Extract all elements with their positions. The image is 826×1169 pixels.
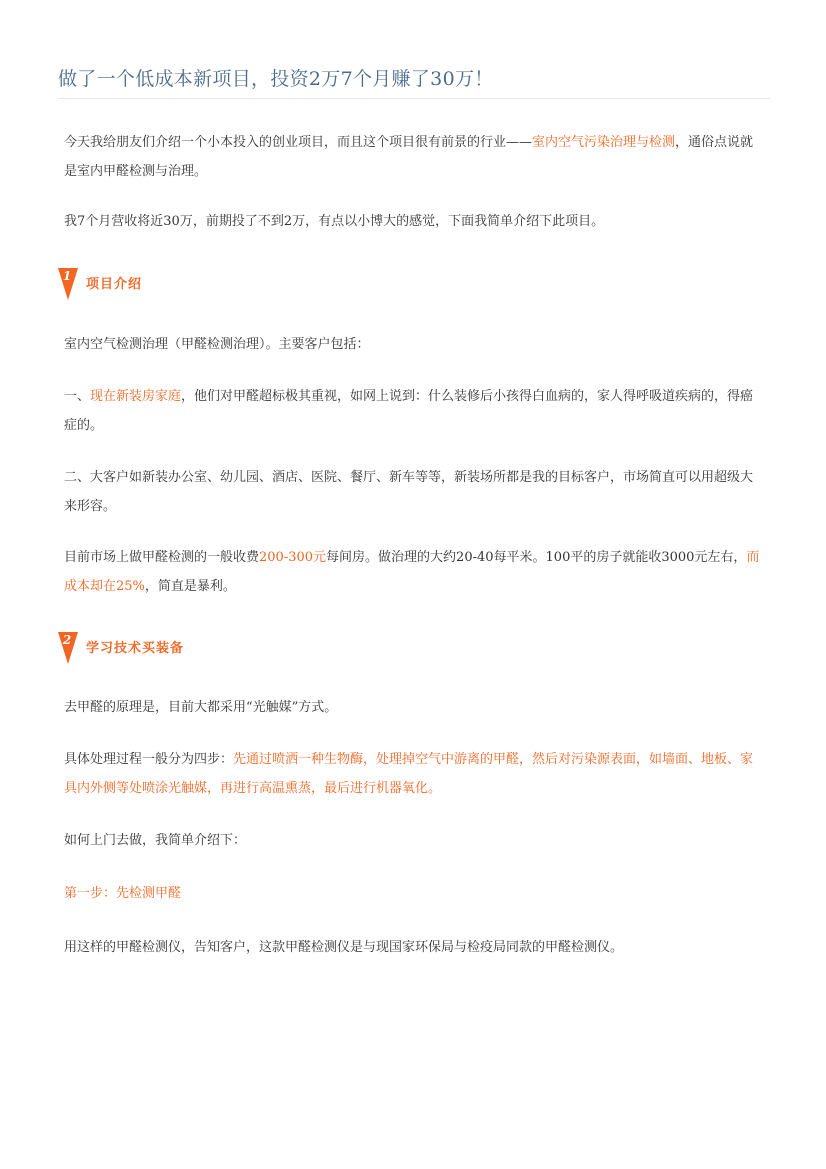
intro-paragraph-2: 我7个月营收将近30万，前期投了不到2万，有点以小博大的感觉，下面我简单介绍下此项目。: [64, 214, 605, 229]
section2-paragraph-3: 如何上门去做，我简单介绍下：: [64, 833, 247, 848]
section-number-badge: [58, 268, 78, 300]
section1-p2-highlight: 现在新装房家庭: [90, 389, 182, 404]
section1-p4-text-a: 目前市场上做甲醛检测的一般收费: [64, 550, 260, 565]
section1-p4-highlight-price: 200-300元: [259, 550, 327, 565]
article-title: 做了一个低成本新项目，投资2万7个月赚了30万！: [58, 68, 494, 90]
intro-text-a: 今天我给朋友们介绍一个小本投入的创业项目，而且这个项目很有前景的行业——: [64, 135, 533, 150]
section2-p2-highlight: 先通过喷洒一种生物酶，处理掉空气中游离的甲醛，然后对污染源表面，如墙面、地板、家具内外侧等处喷涂光触媒，再进行高温熏蒸，最后进行机器氧化。: [64, 752, 754, 796]
section1-paragraph-1: 室内空气检测治理（甲醛检测治理）。主要客户包括：: [64, 337, 370, 352]
section1-p2-text: ，他们对甲醛超标极其重视，如网上说到：什么装修后小孩得白血病的，家人得呼吸道疾病的，得癌症的。: [64, 389, 754, 433]
intro-text-b: ，通俗点说就是室内甲醛检测与治理。: [64, 135, 754, 179]
section-number: 1: [62, 269, 72, 283]
section1-p4-text-b: 每间房。做治理的大约20-40每平米。100平的房子就能收3000元左右，: [326, 550, 747, 565]
section-number: 2: [62, 633, 72, 647]
section1-paragraph-4: [64, 543, 764, 601]
section2-p2-prefix: 具体处理过程一般分为四步：: [64, 752, 234, 767]
section1-p4-text-c: ，简直是暴利。: [144, 579, 236, 594]
section2-paragraph-4: 用这样的甲醛检测仪，告知客户，这款甲醛检测仪是与现国家环保局与检疫局同款的甲醛检测仪。: [64, 940, 624, 955]
section-number-badge: [58, 632, 78, 664]
section-title: 项目介绍: [86, 277, 143, 292]
section2-paragraph-2: [64, 745, 764, 803]
intro-highlight: 室内空气污染治理与检测: [532, 135, 676, 150]
section-title: 学习技术买装备: [86, 641, 185, 656]
section2-paragraph-1: 去甲醛的原理是，目前大都采用“光触媒”方式。: [64, 700, 338, 715]
section1-p4-highlight-cost: 而成本却在25%: [64, 550, 760, 594]
title-divider: [58, 98, 770, 99]
section1-p2-prefix: 一、: [64, 389, 91, 404]
intro-paragraph-1: [64, 128, 764, 186]
section1-paragraph-2: [64, 382, 764, 440]
step-1-label: 第一步：先检测甲醛: [64, 886, 182, 901]
section1-paragraph-3: 二、大客户如新装办公室、幼儿园、酒店、医院、餐厅、新车等等，新装场所都是我的目标客户，市场简直可以用超级大来形容。: [64, 470, 754, 514]
